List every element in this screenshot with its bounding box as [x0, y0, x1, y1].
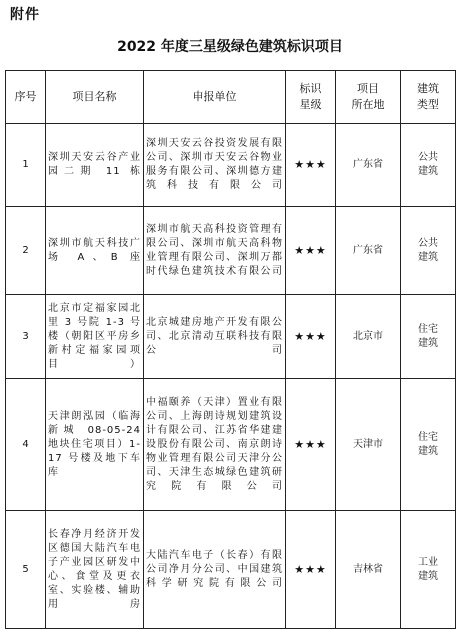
document-title: 2022 年度三星级绿色建筑标识项目 [117, 39, 343, 55]
row-building-type: 公共 建筑 [401, 124, 456, 207]
row-no: 3 [6, 295, 46, 379]
row-location: 广东省 [336, 124, 401, 207]
row-location: 吉林省 [336, 511, 401, 629]
row-location: 天津市 [336, 379, 401, 511]
table-row [6, 511, 456, 629]
row-project-name: 长春净月经济开发区德国大陆汽车电子产业园区研发中心、食堂及更衣室、实验楼、辅助用房 [46, 511, 144, 629]
row-applicant: 深圳天安云谷投资发展有限公司、深圳市天安云谷物业服务有限公司、深圳德方建筑科技有限公司 [144, 124, 286, 207]
row-applicant: 深圳市航天高科投资管理有限公司、深圳市航天高科物业管理有限公司、深圳万都时代绿色建筑技术有限公司 [144, 207, 286, 295]
col-header-level: 标识 星级 [286, 71, 336, 124]
row-no: 2 [6, 207, 46, 295]
row-building-type: 工业 建筑 [401, 511, 456, 629]
row-location: 广东省 [336, 207, 401, 295]
row-stars: ★★★ [286, 295, 336, 379]
project-table [5, 70, 456, 629]
col-header-unit: 申报单位 [144, 71, 286, 124]
row-applicant: 北京城建房地产开发有限公司、北京清动互联科技有限公司 [144, 295, 286, 379]
table-row [6, 295, 456, 379]
row-building-type: 住宅 建筑 [401, 379, 456, 511]
row-project-name: 深圳天安云谷产业园二期 11 栋 [46, 124, 144, 207]
table-row [6, 124, 456, 207]
table-header-row [6, 71, 456, 124]
row-stars: ★★★ [286, 207, 336, 295]
row-no: 1 [6, 124, 46, 207]
row-no: 4 [6, 379, 46, 511]
row-building-type: 住宅 建筑 [401, 295, 456, 379]
table-row [6, 379, 456, 511]
col-header-no: 序号 [6, 71, 46, 124]
row-applicant: 大陆汽车电子（长春）有限公司净月分公司、中国建筑科学研究院有限公司 [144, 511, 286, 629]
table-row [6, 207, 456, 295]
row-stars: ★★★ [286, 511, 336, 629]
col-header-name: 项目名称 [46, 71, 144, 124]
row-building-type: 公共 建筑 [401, 207, 456, 295]
col-header-location: 项目 所在地 [336, 71, 401, 124]
row-project-name: 深圳市航天科技广场 A、B 座 [46, 207, 144, 295]
row-no: 5 [6, 511, 46, 629]
row-stars: ★★★ [286, 379, 336, 511]
row-project-name: 天津朗泓园（临海新城 08-05-24 地块住宅项目）1-17 号楼及地下车库 [46, 379, 144, 511]
row-stars: ★★★ [286, 124, 336, 207]
row-project-name: 北京市定福家园北里 3 号院 1-3 号楼（朝阳区平房乡新村定福家园项目） [46, 295, 144, 379]
row-location: 北京市 [336, 295, 401, 379]
row-applicant: 中福颐养（天津）置业有限公司、上海朗诗规划建筑设计有限公司、江苏省华建建设股份有限公司、南京朗诗物业管理有限公司天津分公司、天津生态城绿色建筑研究院有限公司 [144, 379, 286, 511]
col-header-type: 建筑 类型 [401, 71, 456, 124]
attachment-label: 附件 [10, 7, 40, 23]
